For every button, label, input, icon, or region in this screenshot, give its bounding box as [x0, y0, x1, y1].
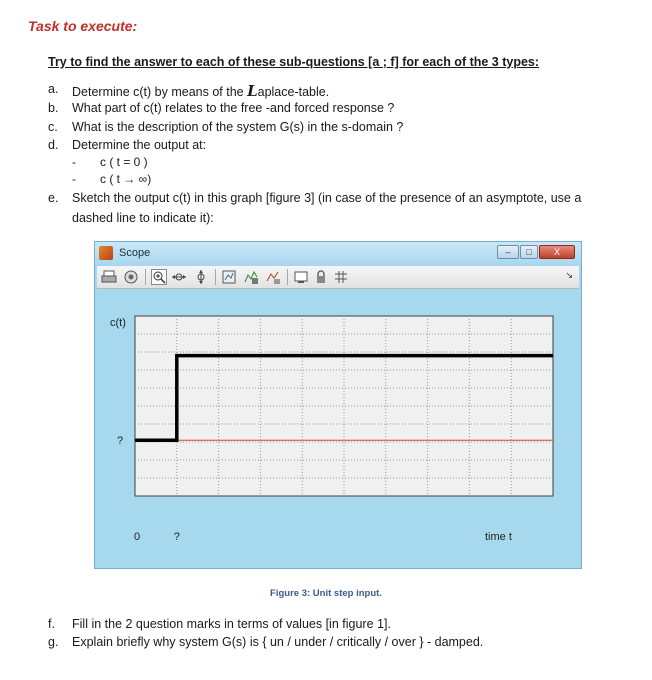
- x-tick-labels: [134, 531, 180, 543]
- toolbar-dock-arrow[interactable]: ↘: [565, 270, 573, 280]
- question-d-sub-1-text: c ( t = 0 ): [100, 155, 148, 169]
- question-a-text-after: aplace-table.: [257, 85, 330, 99]
- scope-app-icon: [99, 246, 113, 260]
- question-c-text: What is the description of the system G(s) in the s-domain ?: [72, 120, 404, 134]
- zoom-x-icon[interactable]: [171, 269, 187, 285]
- scope-toolbar: [97, 266, 579, 289]
- question-d-sub-1-dash: -: [72, 155, 76, 169]
- question-f-marker: f.: [48, 617, 55, 631]
- question-a-text: [72, 82, 329, 100]
- parameters-icon[interactable]: [123, 269, 139, 285]
- x-tick-label: ?: [173, 531, 180, 543]
- restore-view-icon[interactable]: [265, 269, 281, 285]
- question-c-marker: c.: [48, 120, 58, 134]
- signal-selector-icon[interactable]: [333, 269, 349, 285]
- save-axes-icon[interactable]: [243, 269, 259, 285]
- minimize-button[interactable]: –: [497, 245, 519, 259]
- question-d-marker: d.: [48, 138, 59, 152]
- question-b-marker: b.: [48, 101, 59, 115]
- zoom-y-icon[interactable]: [193, 269, 209, 285]
- close-button[interactable]: X: [539, 245, 575, 259]
- toolbar-separator: [287, 269, 288, 285]
- toolbar-separator: [145, 269, 146, 285]
- scope-titlebar[interactable]: [95, 242, 581, 266]
- printer-icon[interactable]: [101, 269, 117, 285]
- task-heading: Task to execute:: [28, 18, 138, 34]
- y-tick-labels: [117, 435, 123, 447]
- lock-axes-icon[interactable]: [313, 269, 329, 285]
- question-a-text-before: Determine c(t) by means of the: [72, 85, 248, 99]
- y-tick-label: ?: [117, 435, 124, 448]
- autoscale-icon[interactable]: [221, 269, 237, 285]
- question-e-line-2: dashed line to indicate it):: [72, 211, 214, 225]
- question-g-text: Explain briefly why system G(s) is { un / under / critically / over } - damped.: [72, 635, 484, 649]
- question-f-text: Fill in the 2 question marks in terms of values [in figure 1].: [72, 617, 391, 631]
- scope-title: Scope: [119, 247, 151, 259]
- figure-caption: Figure 3: Unit step input.: [270, 588, 382, 599]
- x-tick-label: 0: [133, 531, 141, 543]
- question-b-text: What part of c(t) relates to the free -and forced response ?: [72, 101, 395, 115]
- floating-scope-icon[interactable]: [293, 269, 309, 285]
- question-e-line-1: Sketch the output c(t) in this graph [figure 3] (in case of the presence of an asymptote, use a: [72, 191, 582, 205]
- toolbar-separator: [215, 269, 216, 285]
- question-g-marker: g.: [48, 635, 59, 649]
- x-axis-label: time t: [485, 531, 512, 543]
- task-subheading: Try to find the answer to each of these sub-questions [a ; f] for each of the 3 types:: [48, 55, 540, 69]
- question-d-sub-2-dash: -: [72, 172, 76, 186]
- zoom-in-icon[interactable]: [151, 269, 167, 285]
- scope-plot: [95, 288, 581, 568]
- question-e-marker: e.: [48, 191, 59, 205]
- maximize-button[interactable]: □: [520, 245, 538, 259]
- scope-window: [94, 241, 582, 569]
- question-d-text: Determine the output at:: [72, 138, 207, 152]
- question-a-marker: a.: [48, 82, 59, 96]
- question-d-sub-2-text: c ( t → ∞): [100, 172, 152, 186]
- laplace-script-letter: L: [247, 82, 258, 100]
- y-axis-label: c(t): [110, 317, 126, 329]
